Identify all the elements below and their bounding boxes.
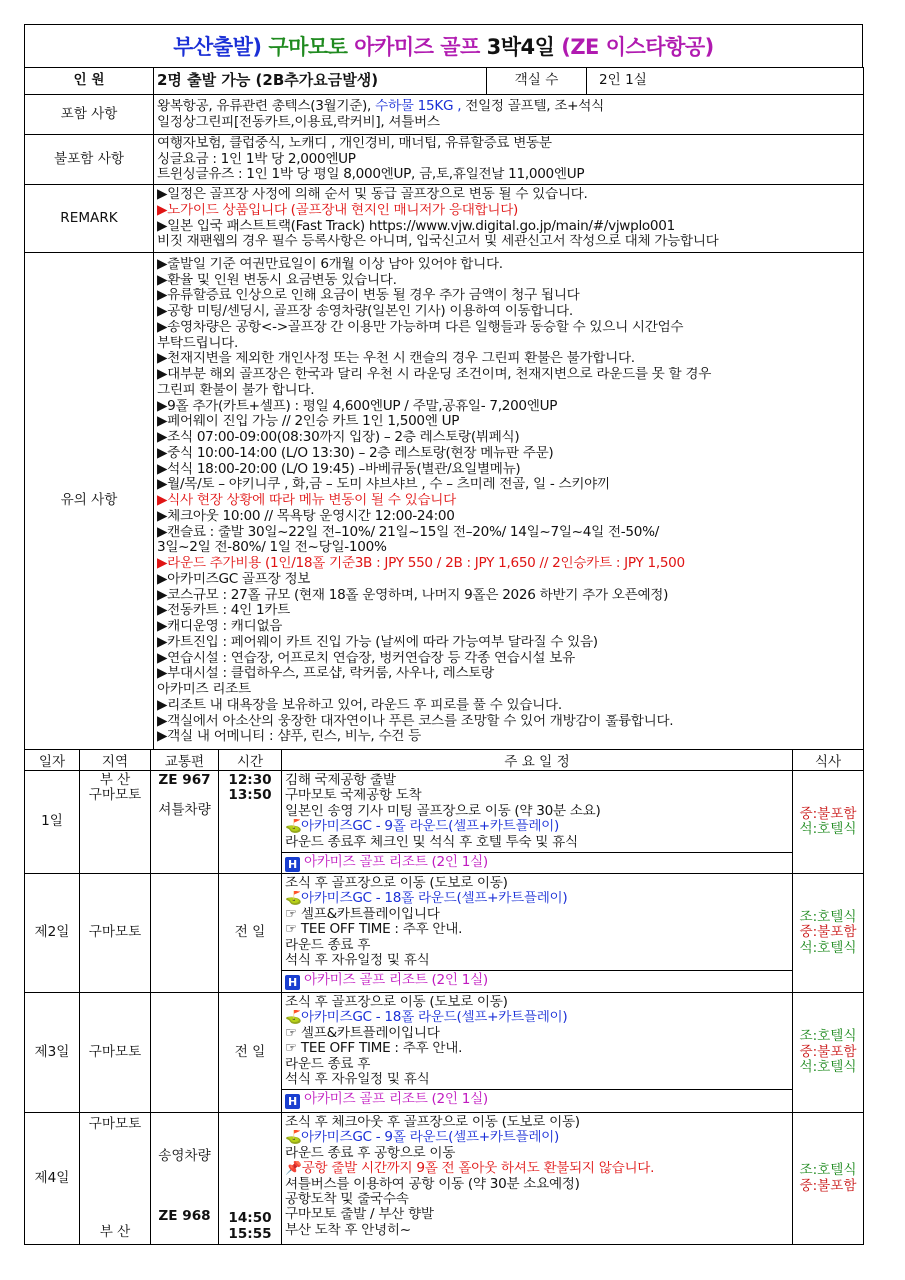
schedule-table [24, 749, 864, 1245]
note-line: ▶식사 현장 상황에 따라 메뉴 변동이 될 수 있습니다 [157, 493, 456, 509]
room-label: 객실 수 [487, 68, 587, 95]
region-cell [80, 771, 151, 874]
plan-golf-line: 아카미즈GC - 9홀 라운드(셀프+카트플레이) [301, 1130, 560, 1146]
note-line: ▶석식 18:00-20:00 (L/O 19:45) –바베큐동(별관/요일별메뉴) [157, 461, 521, 477]
region-origin: 부 산 [99, 772, 131, 788]
room-value: 2인 1실 [587, 68, 864, 95]
includes-label: 포함 사항 [25, 95, 154, 135]
schedule-row-day1 [25, 771, 864, 874]
arrival-time: 13:50 [228, 787, 272, 804]
col-header-region: 지역 [80, 750, 151, 771]
plan-line: 라운드 종료 후 [285, 1056, 371, 1072]
note-line: ▶라운드 추가비용 (1인/18홀 기준3B : JPY 550 / 2B : JPY 1,650 // 2인승카트 : JPY 1,500 [157, 556, 685, 572]
plan-line: 구마모토 출발 / 부산 향발 [285, 1207, 434, 1223]
note-line: ▶9홀 추가(카트+셀프) : 평일 4,600엔UP / 주말,공휴일- 7,200엔UP [157, 398, 558, 414]
region-origin: 구마모토 [88, 1115, 142, 1132]
includes-content [154, 95, 864, 135]
day-label: 제2일 [25, 874, 80, 993]
col-header-meal: 식사 [793, 750, 864, 771]
note-line: ▶코스규모 : 27홀 규모 (현재 18홀 운영하며, 나머지 9홀은 2026 하반기 추가 오픈예정) [157, 587, 669, 603]
meal-lunch: 중:불포함 [799, 1043, 857, 1060]
note-line: ▶아카미즈GC 골프장 정보 [157, 571, 311, 587]
meal-dinner: 석:호텔식 [799, 939, 857, 956]
day-label: 1일 [25, 771, 80, 874]
hotel-name: 아카미즈 골프 리조트 (2인 1실) [304, 972, 488, 989]
plan-line: 김해 국제공항 출발 [285, 773, 396, 788]
golf-cart-icon: ⛳ [285, 1130, 302, 1146]
plan-golf-line: 아카미즈GC - 9홀 라운드(셀프+카트플레이) [301, 819, 560, 835]
meal-breakfast: 조:호텔식 [799, 1028, 857, 1045]
region-destination: 부 산 [99, 1224, 131, 1241]
note-line: ▶객실에서 아소산의 웅장한 대자연이나 푸른 코스를 조망할 수 있어 개방감이 훌륭합니다. [157, 713, 674, 729]
note-line: ▶대부분 해외 골프장은 한국과 달리 우천 시 라운딩 조건이며, 천재지변으로 라운드를 못 할 경우 [157, 367, 712, 383]
col-header-transport: 교통편 [151, 750, 219, 771]
remark-label: REMARK [25, 185, 154, 253]
note-line: ▶캔슬료 : 출발 30일~22일 전–10%/ 21일~15일 전–20%/ 14일~7일~4일 전-50%/ [157, 524, 660, 540]
time-cell: 전 일 [219, 993, 282, 1113]
hotel-h-icon: H [285, 1094, 300, 1109]
note-line: ▶중식 10:00-14:00 (L/O 13:30) – 2층 레스토랑(현장 메뉴판 주문) [157, 445, 554, 461]
meal-cell [793, 771, 864, 874]
region-cell: 구마모토 [80, 874, 151, 993]
plan-line: 라운드 종료 후 [285, 937, 371, 953]
meal-cell [793, 874, 864, 993]
note-line: ▶유류할증료 인상으로 인해 요금이 변동 될 경우 추가 금액이 청구 됩니다 [157, 288, 580, 304]
day-label: 제3일 [25, 993, 80, 1113]
hotel-name: 아카미즈 골프 리조트 (2인 1실) [304, 854, 488, 871]
hotel-h-icon: H [285, 857, 300, 872]
departure-time: 14:50 [228, 1210, 272, 1227]
plan-line: ☞ 셀프&카트플레이입니다 [285, 1025, 440, 1041]
meal-breakfast: 조:호텔식 [799, 1162, 857, 1179]
includes-baggage: 수하물 15KG , [375, 98, 462, 114]
remark-line: ▶노가이드 상품입니다 (골프장내 현지인 매니저가 응대합니다) [157, 202, 519, 218]
col-header-day: 일자 [25, 750, 80, 771]
excludes-line: 여행자보험, 클럽중식, 노캐디 , 개인경비, 매너팁, 유류할증료 변동분 [157, 136, 552, 152]
note-line: ▶캐디운영 : 캐디없음 [157, 619, 283, 635]
excludes-label: 불포함 사항 [25, 135, 154, 185]
transport-cell [151, 993, 219, 1113]
title-airline: (ZE 이스타항공) [561, 35, 714, 59]
people-value: 2명 출발 가능 (2B추가요금발생) [154, 68, 487, 95]
departure-time: 12:30 [228, 772, 272, 788]
notes-label: 유의 사항 [25, 253, 154, 750]
plan-line: 조식 후 체크아웃 후 골프장으로 이동 (도보로 이동) [285, 1115, 580, 1131]
plan-line: 부산 도착 후 안녕히~ [285, 1222, 411, 1238]
shuttle-label: 송영차량 [158, 1147, 211, 1164]
excludes-line: 싱글요금 : 1인 1박 당 2,000엔UP [157, 151, 356, 167]
plan-line: ☞ TEE OFF TIME : 추후 안내. [285, 1041, 463, 1057]
region-cell: 구마모토 [80, 993, 151, 1113]
col-header-plan: 주 요 일 정 [282, 750, 793, 771]
flight-number: ZE 968 [158, 1207, 211, 1224]
document-title [24, 24, 863, 68]
plan-line: 라운드 종료 후 공항으로 이동 [285, 1145, 456, 1161]
remark-line: 비짓 재팬웹의 경우 필수 등록사항은 아니며, 입국신고서 및 세관신고서 작성으로 대체 가능합니다 [157, 234, 719, 250]
remark-content [154, 185, 864, 253]
includes-part3: 전일정 골프텔, 조+석식 [465, 98, 604, 114]
title-golf: 아카미즈 골프 [354, 35, 480, 59]
note-line: ▶카트진입 : 페어웨이 카트 진입 가능 (날씨에 따라 가능여부 달라질 수 있음) [157, 634, 598, 650]
meal-lunch: 중:불포함 [799, 1177, 857, 1194]
note-line: ▶환율 및 인원 변동시 요금변동 있습니다. [157, 272, 397, 288]
note-line: ▶리조트 내 대욕장을 보유하고 있어, 라운드 후 피로를 풀 수 있습니다. [157, 697, 562, 713]
note-line: ▶출발일 기준 여권만료일이 6개월 이상 남아 있어야 합니다. [157, 256, 503, 272]
plan-line: 조식 후 골프장으로 이동 (도보로 이동) [285, 876, 508, 892]
plan-line: ☞ TEE OFF TIME : 추후 안내. [285, 922, 463, 938]
note-line: 3일~2일 전-80%/ 1일 전~당일-100% [157, 540, 387, 556]
title-origin: 부산출발) [173, 35, 262, 59]
meal-dinner: 석:호텔식 [799, 1059, 857, 1076]
includes-line2: 일정상그린피[전동카트,이용료,락커비], 셔틀버스 [157, 114, 440, 130]
remark-fasttrack-link[interactable]: ▶일본 입국 패스트트랙(Fast Track) https://www.vjw.digital.go.jp/main/#/vjwplo001 [157, 218, 675, 234]
plan-line: 셔틀버스를 이용하여 공항 이동 (약 30분 소요예정) [285, 1176, 580, 1192]
note-line: ▶조식 07:00-09:00(08:30까지 입장) – 2층 레스토랑(뷔페식) [157, 430, 520, 446]
note-line: ▶연습시설 : 연습장, 어프로치 연습장, 벙커연습장 등 각종 연습시설 보유 [157, 650, 575, 666]
plan-line: 공항도착 및 출국수속 [285, 1192, 409, 1208]
title-duration: 3박4일 [486, 35, 555, 59]
schedule-row-day4 [25, 1113, 864, 1245]
plan-cell [282, 771, 793, 874]
meal-dinner: 석:호텔식 [799, 821, 857, 838]
note-line: ▶월/목/토 – 야키니쿠 , 화,금 – 도미 샤브샤브 , 수 – 츠미레 전골, 일 - 스키야끼 [157, 477, 610, 493]
region-cell [80, 1113, 151, 1245]
note-line: ▶공항 미팅/센딩시, 골프장 송영차량(일본인 기사) 이용하여 이동합니다. [157, 304, 573, 320]
day-label: 제4일 [25, 1113, 80, 1245]
remark-line: ▶일정은 골프장 사정에 의해 순서 및 동급 골프장으로 변동 될 수 있습니다. [157, 187, 588, 203]
note-line: ▶부대시설 : 클럽하우스, 프로샵, 락커룸, 사우나, 레스토랑 [157, 666, 494, 682]
plan-line: 석식 후 자유일정 및 휴식 [285, 1072, 430, 1088]
flight-number: ZE 967 [158, 772, 211, 788]
golf-cart-icon: ⛳ [285, 819, 302, 835]
plan-warning-line: 공항 출발 시간까지 9홀 전 홀아웃 하셔도 환불되지 않습니다. [301, 1161, 655, 1177]
excludes-line: 트윈싱글유즈 : 1인 1박 당 평일 8,000엔UP, 금,토,휴일전날 11,000엔UP [157, 167, 585, 183]
plan-golf-line: 아카미즈GC - 18홀 라운드(셀프+카트플레이) [301, 1010, 568, 1026]
plan-line: 일본인 송영 기사 미팅 골프장으로 이동 (약 30분 소요) [285, 803, 601, 819]
plan-cell [282, 874, 793, 993]
transport-cell [151, 771, 219, 874]
plan-line: ☞ 셀프&카트플레이입니다 [285, 906, 440, 922]
note-line: ▶전동카트 : 4인 1카트 [157, 603, 291, 619]
people-label: 인 원 [25, 68, 154, 95]
col-header-time: 시간 [219, 750, 282, 771]
hotel-h-icon: H [285, 975, 300, 990]
hotel-name: 아카미즈 골프 리조트 (2인 1실) [304, 1091, 488, 1108]
meal-cell [793, 1113, 864, 1245]
plan-golf-line: 아카미즈GC - 18홀 라운드(셀프+카트플레이) [301, 891, 568, 907]
transport-cell [151, 874, 219, 993]
info-table [24, 67, 864, 750]
itinerary-document [24, 24, 863, 1245]
note-line: ▶체크아웃 10:00 // 목욕탕 운영시간 12:00-24:00 [157, 508, 455, 524]
plan-cell [282, 1113, 793, 1245]
note-line: ▶페어웨이 진입 가능 // 2인승 카트 1인 1,500엔 UP [157, 414, 460, 430]
plan-line: 조식 후 골프장으로 이동 (도보로 이동) [285, 995, 508, 1011]
meal-cell [793, 993, 864, 1113]
note-line: ▶객실 내 어메니티 : 샴푸, 린스, 비누, 수건 등 [157, 729, 421, 745]
excludes-content [154, 135, 864, 185]
time-cell [219, 771, 282, 874]
golf-cart-icon: ⛳ [285, 1010, 302, 1026]
schedule-row-day3 [25, 993, 864, 1113]
time-cell [219, 1113, 282, 1245]
note-line: 부탁드립니다. [157, 335, 239, 351]
note-line: 그린피 환불이 불가 합니다. [157, 382, 315, 398]
time-cell: 전 일 [219, 874, 282, 993]
meal-lunch: 중:불포함 [799, 805, 857, 822]
note-line: ▶송영차량은 공항<->골프장 간 이용만 가능하며 다른 일행들과 동승할 수 있으니 시간엄수 [157, 319, 684, 335]
transport-cell [151, 1113, 219, 1245]
note-line: ▶천재지변을 제외한 개인사정 또는 우천 시 캔슬의 경우 그린피 환불은 불가합니다. [157, 351, 635, 367]
meal-lunch: 중:불포함 [799, 924, 857, 941]
title-city: 구마모토 [268, 35, 348, 59]
schedule-row-day2 [25, 874, 864, 993]
golf-cart-icon: ⛳ [285, 891, 302, 907]
plan-line: 석식 후 자유일정 및 휴식 [285, 953, 430, 969]
notes-content [154, 253, 864, 750]
note-line: 아카미즈 리조트 [157, 682, 251, 698]
pushpin-icon: 📌 [285, 1161, 302, 1177]
plan-line: 라운드 종료후 체크인 및 석식 후 호텔 투숙 및 휴식 [285, 834, 578, 850]
arrival-time: 15:55 [228, 1225, 272, 1242]
includes-part1: 왕복항공, 유류관련 총텍스(3월기준), [157, 98, 372, 114]
shuttle-label: 셔틀차량 [158, 802, 211, 819]
region-destination: 구마모토 [88, 787, 142, 804]
meal-breakfast: 조:호텔식 [799, 908, 857, 925]
plan-line: 구마모토 국제공항 도착 [285, 788, 422, 804]
plan-cell [282, 993, 793, 1113]
